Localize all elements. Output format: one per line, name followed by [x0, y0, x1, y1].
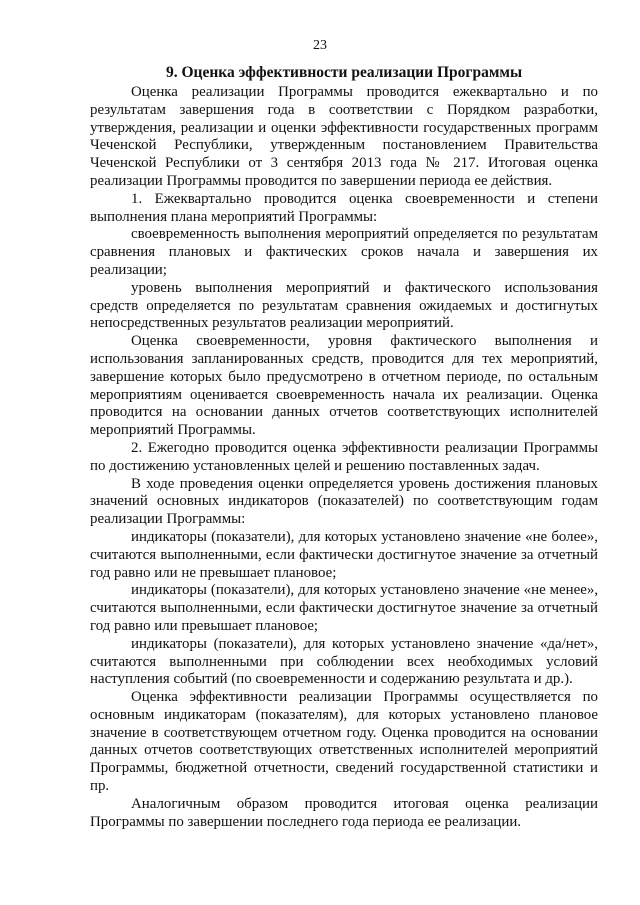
paragraph: 2. Ежегодно проводится оценка эффективности реализации Программы по достижению установленных целей и решению поставленных задач.: [90, 439, 598, 474]
paragraph: Оценка своевременности, уровня фактического выполнения и использования запланированных средств, проводится для тех мероприятий, завершение которых было предусмотрено в отчетном периоде, по остальным мероприятиям оценивается своевременность начала их реализации. Оценка проводится на основании данных отчетов соответствующих исполнителей мероприятий Программы.: [90, 333, 598, 439]
paragraph: В ходе проведения оценки определяется уровень достижения плановых значений основных индикаторов (показателей) по соответствующим годам реализации Программы:: [90, 475, 598, 528]
paragraph: 1. Ежеквартально проводится оценка своевременности и степени выполнения плана мероприятий Программы:: [90, 190, 598, 225]
page-number: 23: [313, 38, 327, 53]
section-heading: 9. Оценка эффективности реализации Программы: [165, 64, 523, 81]
paragraph: индикаторы (показатели), для которых установлено значение «не более», считаются выполненными, если фактически достигнутое значение за отчетный год равно или не превышает плановое;: [90, 528, 598, 581]
paragraph: уровень выполнения мероприятий и фактического использования средств определяется по результатам сравнения ожидаемых и достигнутых непосредственных результатов реализации мероприятий.: [90, 279, 598, 332]
paragraph: Оценка реализации Программы проводится ежеквартально и по результатам завершения года в соответствии с Порядком разработки, утверждения, реализации и оценки эффективности государственных программ Чеченской Республики, утвержденным постановлением Правительства Чеченской Республики от 3 сентября 2013 года № 217. Итоговая оценка реализации Программы проводится по завершении периода ее действия.: [90, 84, 598, 189]
paragraph: индикаторы (показатели), для которых установлено значение «да/нет», считаются выполненными при соблюдении всех необходимых условий наступления событий (по своевременности и содержанию результата и др.).: [90, 635, 598, 688]
section-body: [90, 84, 598, 831]
paragraph: индикаторы (показатели), для которых установлено значение «не менее», считаются выполненными, если фактически достигнутое значение за отчетный год равно или превышает плановое;: [90, 582, 598, 634]
paragraph: Оценка эффективности реализации Программы осуществляется по основным индикаторам (показателям), для которых установлено плановое значение в соответствующем отчетном году. Оценка проводится на основании данных отчетов соответствующих ответственных исполнителей мероприятий Программы, бюджетной отчетности, сведений государственной статистики и пр.: [90, 689, 598, 795]
paragraph: Аналогичным образом проводится итоговая оценка реализации Программы по завершении последнего года периода ее реализации.: [90, 795, 598, 830]
paragraph: своевременность выполнения мероприятий определяется по результатам сравнения плановых и фактических сроков начала и завершения их реализации;: [90, 226, 598, 278]
